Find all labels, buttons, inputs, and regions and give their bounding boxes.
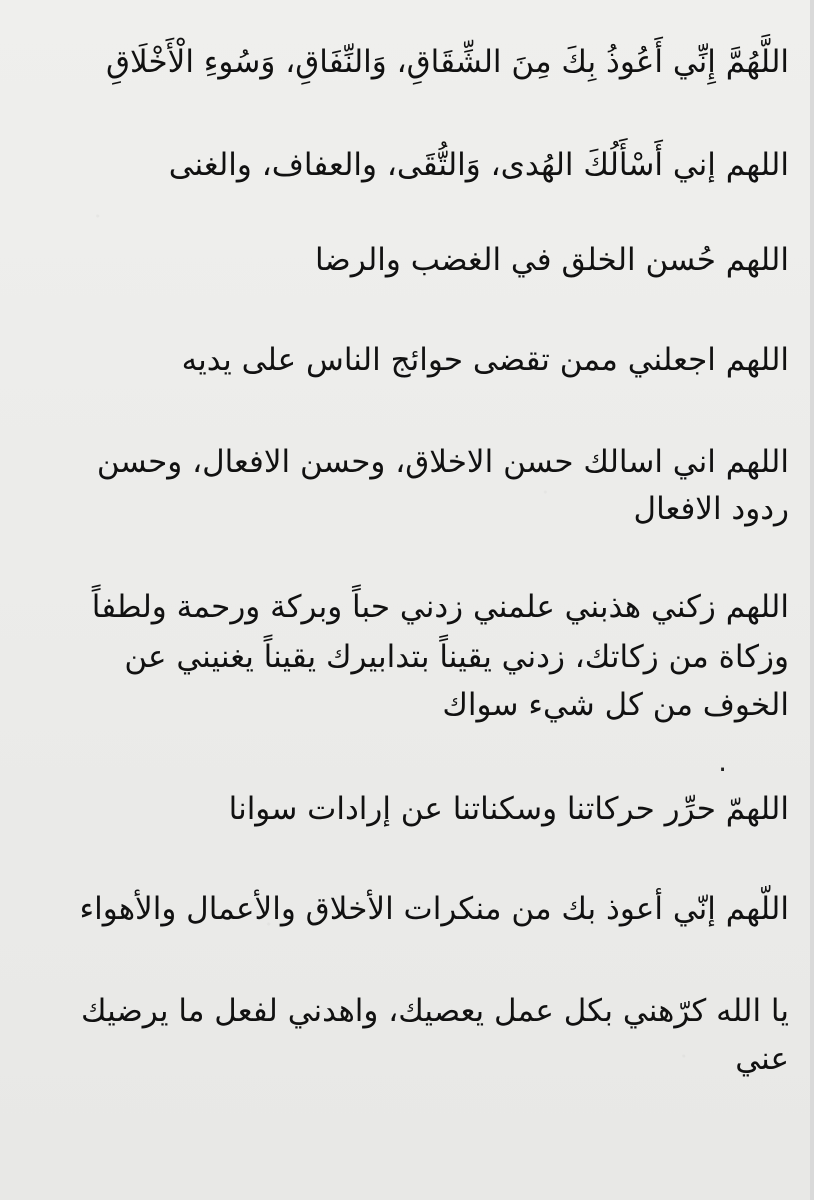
prayer-line-5b: ردود الافعال — [633, 491, 789, 527]
prayer-line-4: اللهم اجعلني ممن تقضى حوائج الناس على يديه — [181, 342, 789, 378]
prayer-line-1: اللَّهُمَّ إِنِّي أَعُوذُ بِكَ مِنَ الشِّقَاقِ، وَالنِّفَاقِ، وَسُوءِ الْأَخْلَاقِ — [105, 44, 789, 80]
prayer-line-9a: يا الله كرّهني بكل عمل يعصيك، واهدني لفعل ما يرضيك — [81, 993, 789, 1029]
prayer-line-9b: عني — [735, 1041, 789, 1077]
prayer-line-6c: الخوف من كل شيء سواك — [442, 687, 789, 723]
prayer-line-7: اللهمّ حرِّر حركاتنا وسكناتنا عن إرادات سوانا — [228, 791, 789, 827]
prayer-line-3: اللهم حُسن الخلق في الغضب والرضا — [314, 242, 789, 278]
prayer-line-6a: اللهم زكني هذبني علمني زدني حباً وبركة ورحمة ولطفاً — [91, 589, 789, 625]
separator-dot: . — [718, 745, 727, 778]
prayer-line-6b: وزكاة من زكاتك، زدني يقيناً بتدابيرك يقيناً يغنيني عن — [124, 639, 789, 675]
prayer-line-8: اللّهم إنّي أعوذ بك من منكرات الأخلاق والأعمال والأهواء — [79, 891, 789, 927]
prayer-line-5a: اللهم اني اسالك حسن الاخلاق، وحسن الافعال، وحسن — [96, 444, 789, 480]
prayer-line-2: اللهم إني أَسْأَلُكَ الهُدى، وَالتُّقَى، والعفاف، والغنى — [168, 147, 789, 183]
